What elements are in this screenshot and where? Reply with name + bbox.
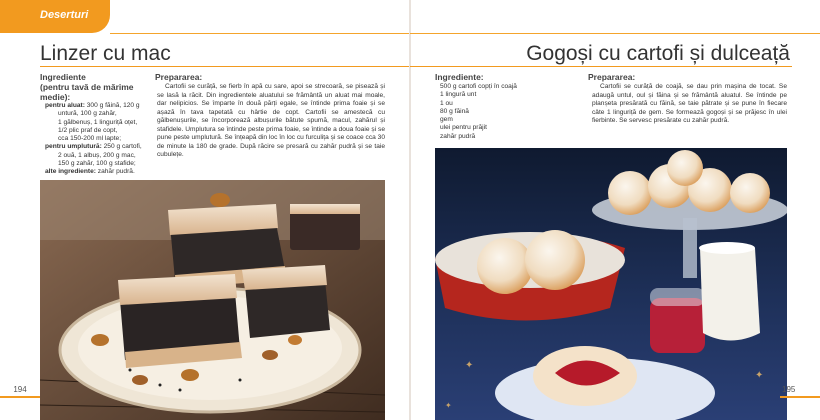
alte-label: alte ingrediente:: [45, 168, 96, 176]
ingredients-list: [440, 83, 580, 141]
section-label: Deserturi: [40, 9, 89, 21]
section-tab: [0, 0, 110, 33]
page-number-bar: [0, 396, 40, 398]
top-rule: [110, 33, 410, 34]
top-rule: [410, 33, 820, 34]
recipe-title: Linzer cu mac: [40, 42, 171, 65]
prep-label: Prepararea:: [155, 72, 203, 82]
title-underline: [410, 66, 792, 67]
gogosi-photo: [435, 148, 787, 420]
ingredient-line: untură, 100 g zahăr,: [58, 110, 117, 118]
title-underline: [40, 66, 410, 67]
ingredient-group-umplutura: [40, 143, 150, 151]
ingredient-line: 500 g cartofi copți în coajă: [440, 83, 517, 90]
page-number: 194: [13, 385, 27, 394]
ingredients-label: Ingrediente:: [435, 72, 484, 82]
ingredient-line: 2 ouă, 1 albuș, 200 g mac,: [58, 151, 136, 159]
svg-text:✦: ✦: [755, 370, 764, 381]
aluat-text: 300 g făină, 120 g: [84, 102, 140, 109]
ingredient-line: ulei pentru prăjit: [440, 124, 487, 132]
ingredients-label: Ingrediente: [40, 72, 86, 82]
svg-text:✦: ✦: [445, 401, 452, 410]
ingredient-line: 1/2 plic praf de copt,: [58, 126, 118, 134]
ingredient-line: 1 ou: [440, 99, 453, 107]
right-page: [410, 0, 820, 420]
ingredient-line: 80 g făină: [440, 107, 469, 115]
ingredient-line: zahăr pudră: [440, 132, 476, 140]
ingredients-subtitle: (pentru tavă de mărime medie):: [40, 82, 134, 102]
ingredient-group-aluat: [40, 102, 150, 110]
linzer-photo: [40, 180, 385, 420]
linzer-photo-illustration: [40, 180, 385, 420]
aluat-label: pentru aluat:: [45, 102, 85, 109]
recipe-title: Gogoși cu cartofi și dulceață: [526, 42, 790, 65]
umplutura-text: 250 g cartofi,: [101, 143, 142, 151]
svg-text:✦: ✦: [465, 360, 474, 371]
alte-text: zahăr pudră.: [95, 168, 135, 176]
gogosi-photo-illustration: [435, 148, 787, 420]
page-number-bar: [780, 396, 820, 398]
prep-label: Prepararea:: [588, 72, 636, 82]
page-number: 195: [782, 385, 796, 394]
ingredients-heading: [40, 72, 150, 102]
prep-text: Cartofii se curăță de coajă, se dau prin mașina de tocat. Se adaugă untul, oul și făina și se frământă aluatul. Se întinde pe planșeta presărată cu făină, se taie pătrate și se pune în fiecare câte 1 linguriță de gem. Se formează gogoși și se prăjesc în ulei fierbinte. Se servesc presărate cu zahăr pudră.: [592, 83, 787, 124]
umplutura-label: pentru umplutură:: [45, 143, 102, 151]
ingredient-line: 1 lingură unt: [440, 91, 477, 99]
ingredients-list: [40, 102, 150, 177]
ingredient-line: 1 gălbenuș, 1 linguriță oțet,: [58, 118, 138, 126]
ingredient-line: cca 150-200 ml lapte;: [58, 135, 122, 143]
prep-text: Cartofii se curăță, se fierb în apă cu sare, apoi se strecoară, se pisează și se lasă la răcit. Din ingredientele aluatului se frământă un aluat mai moale, dar nelipicios. Se împarte în două părți egale, se întinde prima foaie și se așază în tava tapetată cu hârtie de copt. Cartofii se amestecă cu gălbenușurile, se încorporează albușurile bătute spumă, macul, zahărul și stafidele. Umplutura se întinde peste prima foaie, se întinde a doua foaie și se pune peste umplutură. Se înțeapă din loc în loc cu furculița și se coace cca 30 de minute la 180 de grade. După răcire se presară cu zahăr pudră și se taie cubulețe.: [157, 83, 385, 158]
ingredient-group-alte: [40, 168, 150, 176]
ingredient-line: 150 g zahăr, 100 g stafide;: [58, 160, 136, 168]
ingredient-line: gem: [440, 116, 453, 124]
